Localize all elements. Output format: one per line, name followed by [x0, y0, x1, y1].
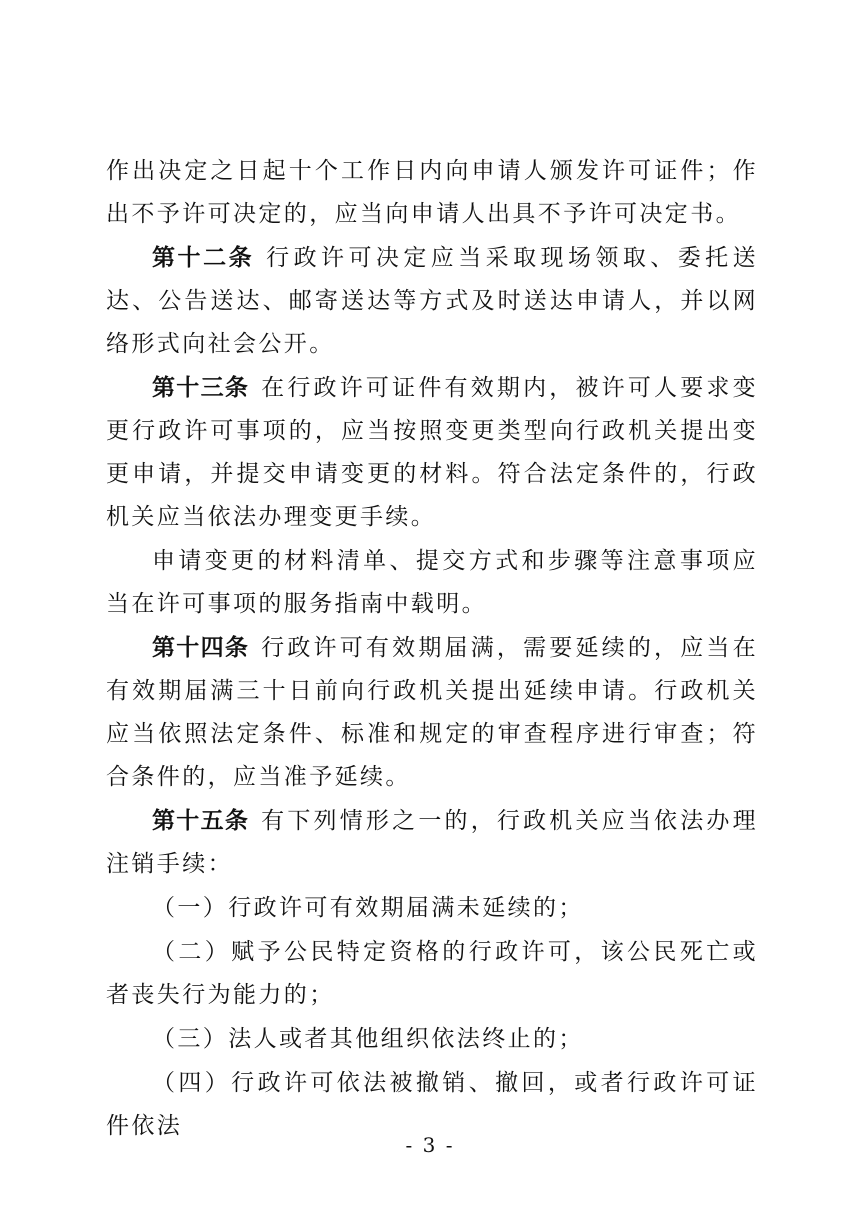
paragraph-continuation [106, 150, 758, 236]
list-item-text: （一）行政许可有效期届满未延续的； [152, 895, 584, 921]
paragraph-text: 有下列情形之一的，行政机关应当依法办理注销手续： [106, 808, 759, 877]
list-item-text: （四）行政许可依法被撤销、撤回，或者行政许可证件依法 [106, 1070, 758, 1139]
paragraph-text: 作出决定之日起十个工作日内向申请人颁发许可证件；作出不予许可决定的，应当向申请人出具不予许可决定书。 [106, 158, 758, 227]
article-heading: 第十五条 [152, 808, 250, 834]
article-heading: 第十四条 [152, 635, 250, 661]
paragraph-change-materials [106, 540, 758, 626]
list-item-2 [106, 931, 758, 1017]
article-14 [106, 627, 758, 799]
page-number: - 3 - [405, 1133, 455, 1157]
paragraph-text: 行政许可有效期届满，需要延续的，应当在有效期届满三十日前向行政机关提出延续申请。行政机关应当依照法定条件、标准和规定的审查程序进行审查；符合条件的，应当准予延续。 [106, 635, 759, 790]
list-item-text: （三）法人或者其他组织依法终止的； [152, 1026, 584, 1052]
list-item-text: （二）赋予公民特定资格的行政许可，该公民死亡或者丧失行为能力的； [106, 939, 758, 1008]
article-heading: 第十二条 [152, 245, 255, 271]
list-item-3 [106, 1018, 758, 1061]
list-item-1 [106, 887, 758, 930]
paragraph-text: 行政许可决定应当采取现场领取、委托送达、公告送达、邮寄送达等方式及时送达申请人，并以网络形式向社会公开。 [106, 245, 759, 357]
document-body [106, 150, 758, 1149]
paragraph-text: 在行政许可证件有效期内，被许可人要求变更行政许可事项的，应当按照变更类型向行政机关提出变更申请，并提交申请变更的材料。符合法定条件的，行政机关应当依法办理变更手续。 [106, 375, 759, 530]
article-12 [106, 237, 758, 366]
article-heading: 第十三条 [152, 375, 250, 401]
article-15 [106, 800, 758, 886]
article-13 [106, 367, 758, 539]
paragraph-text: 申请变更的材料清单、提交方式和步骤等注意事项应当在许可事项的服务指南中载明。 [106, 548, 758, 617]
